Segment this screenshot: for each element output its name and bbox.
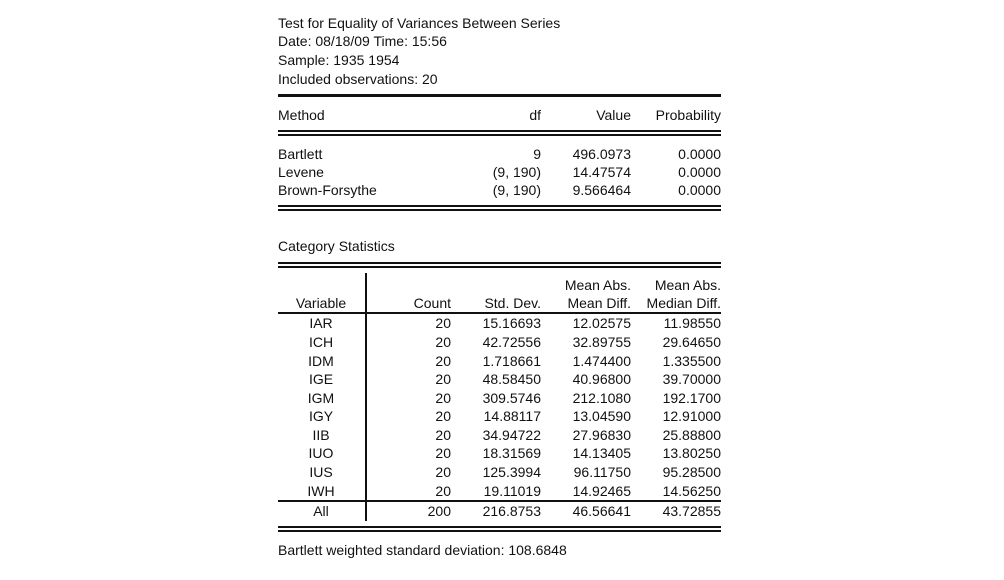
- mean-abs-mean-diff-value: 14.92465: [572, 483, 631, 499]
- variable-name: IGE: [308, 371, 334, 387]
- test-value: 496.0973: [572, 146, 631, 162]
- category-total-rule: [278, 500, 721, 502]
- header-double-rule-bottom: [278, 134, 721, 136]
- top-rule: [278, 94, 721, 97]
- output-title: Test for Equality of Variances Between Series: [278, 15, 561, 31]
- count-value: 20: [435, 408, 451, 424]
- mean-abs-median-diff-value: 13.80250: [662, 445, 721, 461]
- category-header-rule: [278, 312, 721, 314]
- variable-name: ICH: [308, 334, 334, 350]
- bartlett-weighted-sd: Bartlett weighted standard deviation: 108.6848: [278, 542, 567, 558]
- table-double-rule-bottom: [278, 209, 721, 211]
- category-double-rule-top: [278, 262, 721, 264]
- std-dev-value: 48.58450: [482, 371, 541, 387]
- test-probability: 0.0000: [678, 164, 721, 180]
- test-value: 14.47574: [572, 164, 631, 180]
- variable-name: IUO: [308, 445, 334, 461]
- mean-abs-median-diff-value: 12.91000: [662, 408, 721, 424]
- col-header-std-dev: Std. Dev.: [484, 295, 541, 311]
- mean-abs-mean-diff-value: 27.96830: [572, 427, 631, 443]
- mean-abs-mean-diff-value: 40.96800: [572, 371, 631, 387]
- col-header-median-diff-top: Mean Abs.: [654, 277, 721, 293]
- test-df: (9, 190): [492, 164, 541, 180]
- total-count: 200: [427, 503, 451, 519]
- count-value: 20: [435, 427, 451, 443]
- total-median-diff: 43.72855: [662, 503, 721, 519]
- variable-name: IGY: [308, 408, 334, 424]
- mean-abs-mean-diff-value: 32.89755: [572, 334, 631, 350]
- test-df: (9, 190): [492, 182, 541, 198]
- mean-abs-mean-diff-value: 212.1080: [572, 390, 631, 406]
- mean-abs-median-diff-value: 192.1700: [662, 390, 721, 406]
- std-dev-value: 14.88117: [483, 408, 541, 424]
- category-double-rule-bottom: [278, 266, 721, 268]
- mean-abs-median-diff-value: 25.88800: [662, 427, 721, 443]
- test-method: Levene: [278, 164, 324, 180]
- mean-abs-median-diff-value: 1.335500: [662, 353, 721, 369]
- variable-name: IIB: [312, 427, 330, 443]
- total-variable: All: [313, 503, 329, 519]
- count-value: 20: [435, 464, 451, 480]
- col-header-probability: Probability: [655, 107, 721, 123]
- mean-abs-median-diff-value: 95.28500: [662, 464, 721, 480]
- mean-abs-mean-diff-value: 1.474400: [572, 353, 631, 369]
- mean-abs-median-diff-value: 11.98550: [663, 315, 721, 331]
- std-dev-value: 42.72556: [482, 334, 541, 350]
- col-header-method: Method: [278, 107, 325, 123]
- variable-name: IAR: [309, 315, 333, 331]
- std-dev-value: 1.718661: [482, 353, 541, 369]
- col-header-mean-diff-top: Mean Abs.: [564, 277, 631, 293]
- header-double-rule-top: [278, 130, 721, 132]
- count-value: 20: [435, 315, 451, 331]
- std-dev-value: 125.3994: [482, 464, 541, 480]
- mean-abs-median-diff-value: 29.64650: [662, 334, 721, 350]
- category-bottom-double-rule-bottom: [278, 530, 721, 532]
- table-double-rule-top: [278, 205, 721, 207]
- std-dev-value: 19.11019: [483, 483, 541, 499]
- std-dev-value: 15.16693: [482, 315, 541, 331]
- category-statistics-title: Category Statistics: [278, 238, 395, 254]
- date-time: Date: 08/18/09 Time: 15:56: [278, 33, 447, 49]
- mean-abs-mean-diff-value: 14.13405: [572, 445, 631, 461]
- variable-name: IUS: [309, 464, 333, 480]
- test-df: 9: [533, 146, 541, 162]
- test-probability: 0.0000: [678, 146, 721, 162]
- total-mean-diff: 46.56641: [572, 503, 631, 519]
- col-header-value: Value: [596, 107, 631, 123]
- variable-name: IWH: [307, 483, 335, 499]
- count-value: 20: [435, 353, 451, 369]
- test-value: 9.566464: [572, 182, 631, 198]
- count-value: 20: [435, 390, 451, 406]
- category-bottom-double-rule-top: [278, 526, 721, 528]
- std-dev-value: 18.31569: [482, 445, 541, 461]
- test-probability: 0.0000: [678, 182, 721, 198]
- col-header-median-diff: Median Diff.: [646, 295, 721, 311]
- mean-abs-mean-diff-value: 13.04590: [572, 408, 631, 424]
- std-dev-value: 34.94722: [482, 427, 541, 443]
- variable-name: IDM: [308, 353, 334, 369]
- col-header-mean-diff: Mean Diff.: [567, 295, 631, 311]
- test-method: Brown-Forsythe: [278, 182, 377, 198]
- col-header-variable: Variable: [295, 295, 347, 311]
- count-value: 20: [435, 371, 451, 387]
- total-std-dev: 216.8753: [482, 503, 541, 519]
- count-value: 20: [435, 483, 451, 499]
- sample-range: Sample: 1935 1954: [278, 52, 400, 68]
- mean-abs-mean-diff-value: 12.02575: [572, 315, 631, 331]
- col-header-count: Count: [413, 295, 451, 311]
- mean-abs-median-diff-value: 39.70000: [662, 371, 721, 387]
- variable-column-divider: [365, 273, 367, 521]
- col-header-df: df: [529, 107, 541, 123]
- mean-abs-median-diff-value: 14.56250: [662, 483, 721, 499]
- mean-abs-mean-diff-value: 96.11750: [573, 464, 631, 480]
- count-value: 20: [435, 334, 451, 350]
- count-value: 20: [435, 445, 451, 461]
- test-method: Bartlett: [278, 146, 323, 162]
- std-dev-value: 309.5746: [482, 390, 541, 406]
- variable-name: IGM: [307, 390, 335, 406]
- included-observations: Included observations: 20: [278, 71, 438, 87]
